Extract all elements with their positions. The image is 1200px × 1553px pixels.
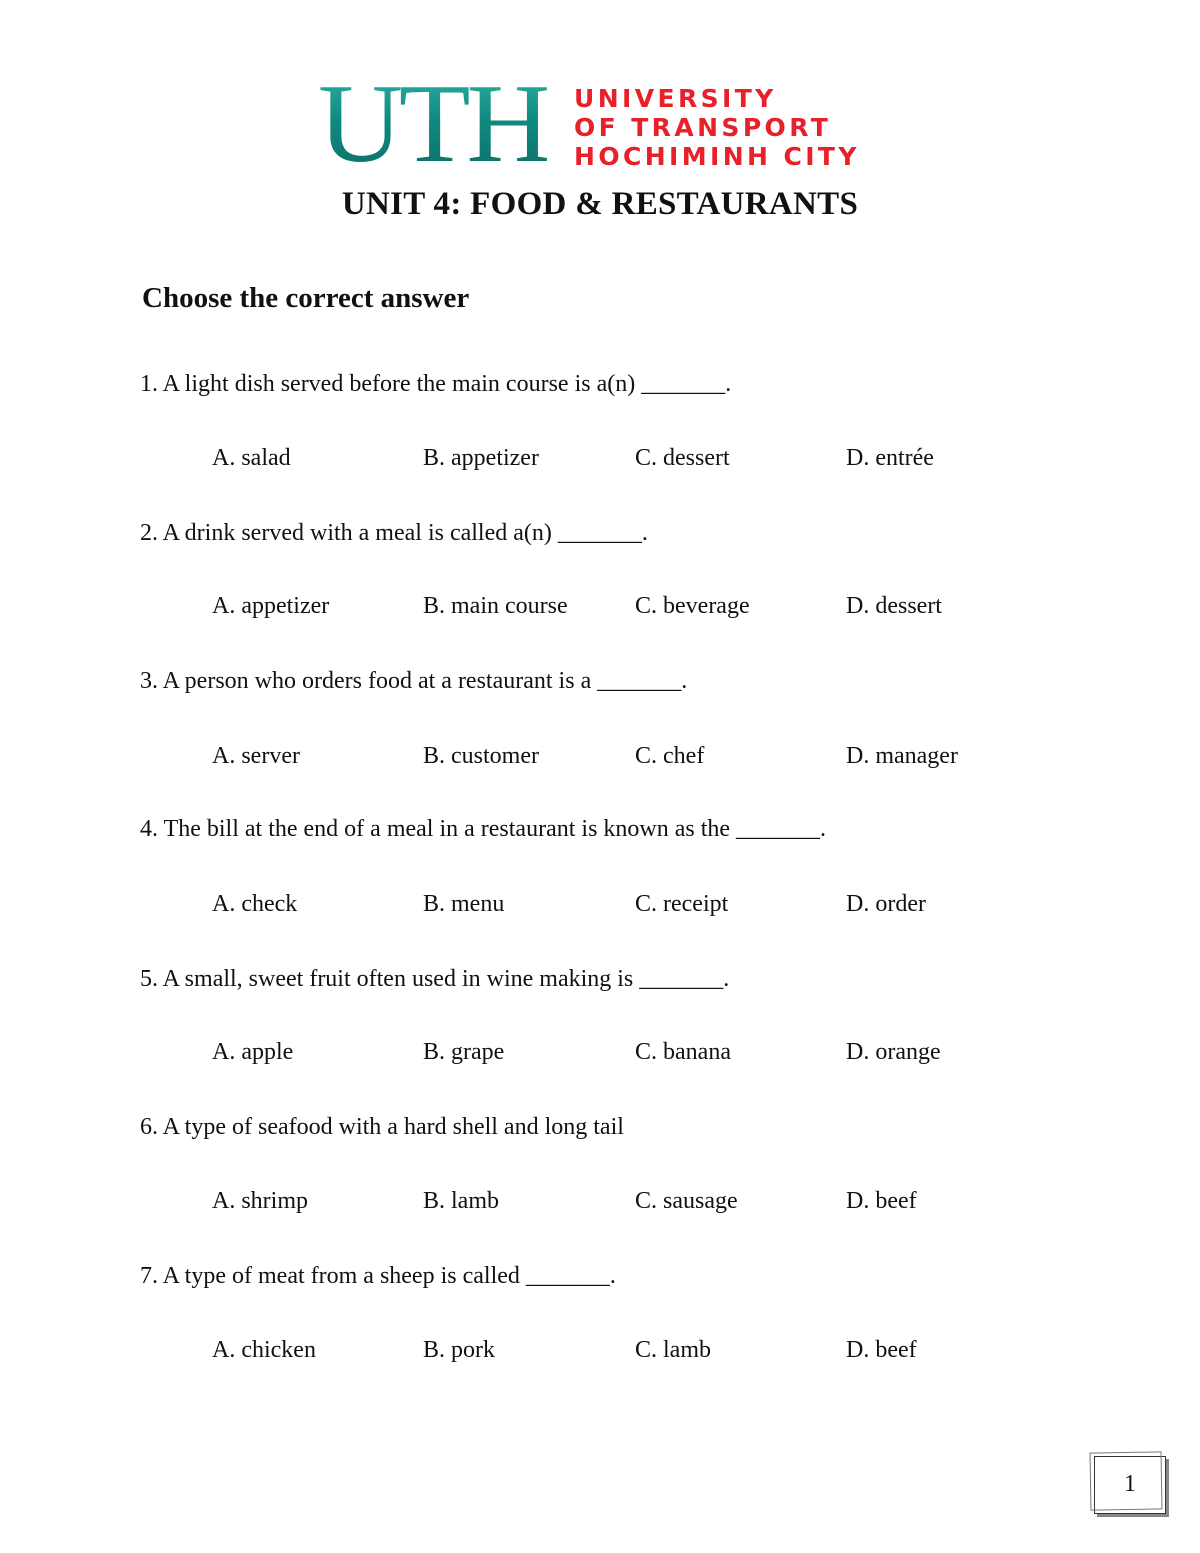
- question-3-option-d[interactable]: D. manager: [846, 743, 958, 769]
- question-6-option-b[interactable]: B. lamb: [423, 1188, 499, 1214]
- logo-mark: UTH: [318, 62, 548, 186]
- question-1-option-b[interactable]: B. appetizer: [423, 445, 539, 471]
- question-1-stem: 1. A light dish served before the main course is a(n) _______.: [140, 371, 732, 397]
- question-4-option-b[interactable]: B. menu: [423, 891, 505, 917]
- section-heading: Choose the correct answer: [142, 282, 470, 314]
- page-number: 1: [1124, 1471, 1136, 1497]
- question-7-stem: 7. A type of meat from a sheep is called _______.: [140, 1263, 616, 1289]
- logo-line-1: UNIVERSITY: [574, 84, 777, 113]
- logo-line-3: HOCHIMINH CITY: [574, 142, 860, 171]
- question-2-stem: 2. A drink served with a meal is called a(n) _______.: [140, 520, 648, 546]
- question-6-option-d[interactable]: D. beef: [846, 1188, 917, 1214]
- question-7-option-a[interactable]: A. chicken: [212, 1337, 316, 1363]
- question-7-option-c[interactable]: C. lamb: [635, 1337, 711, 1363]
- question-1-options: [0, 445, 1200, 475]
- question-5-option-c[interactable]: C. banana: [635, 1039, 731, 1065]
- question-6-stem: 6. A type of seafood with a hard shell and long tail: [140, 1114, 624, 1140]
- question-3-option-b[interactable]: B. customer: [423, 743, 539, 769]
- question-1-option-c[interactable]: C. dessert: [635, 445, 730, 471]
- question-7-option-d[interactable]: D. beef: [846, 1337, 917, 1363]
- unit-title: UNIT 4: FOOD & RESTAURANTS: [341, 186, 859, 222]
- question-6-option-c[interactable]: C. sausage: [635, 1188, 738, 1214]
- question-6-option-a[interactable]: A. shrimp: [212, 1188, 308, 1214]
- question-5-option-d[interactable]: D. orange: [846, 1039, 941, 1065]
- question-6-options: [0, 1188, 1200, 1218]
- question-3-option-a[interactable]: A. server: [212, 743, 300, 769]
- page-number-box: [1094, 1456, 1166, 1514]
- question-2-option-a[interactable]: A. appetizer: [212, 593, 330, 619]
- question-3-stem: 3. A person who orders food at a restaurant is a _______.: [140, 668, 688, 694]
- question-4-options: [0, 891, 1200, 921]
- question-5-stem: 5. A small, sweet fruit often used in wine making is _______.: [140, 966, 730, 992]
- question-4-option-c[interactable]: C. receipt: [635, 891, 729, 917]
- question-1-option-a[interactable]: A. salad: [212, 445, 291, 471]
- question-2-options: [0, 593, 1200, 623]
- question-7-options: [0, 1337, 1200, 1367]
- question-2-option-b[interactable]: B. main course: [423, 593, 568, 619]
- question-3-option-c[interactable]: C. chef: [635, 743, 705, 769]
- question-4-option-a[interactable]: A. check: [212, 891, 298, 917]
- question-1-option-d[interactable]: D. entrée: [846, 445, 934, 471]
- question-5-option-b[interactable]: B. grape: [423, 1039, 505, 1065]
- question-7-option-b[interactable]: B. pork: [423, 1337, 495, 1363]
- question-4-stem: 4. The bill at the end of a meal in a restaurant is known as the _______.: [140, 816, 827, 842]
- question-2-option-c[interactable]: C. beverage: [635, 593, 750, 619]
- question-5-options: [0, 1039, 1200, 1069]
- question-2-option-d[interactable]: D. dessert: [846, 593, 942, 619]
- question-4-option-d[interactable]: D. order: [846, 891, 926, 917]
- question-3-options: [0, 743, 1200, 773]
- question-5-option-a[interactable]: A. apple: [212, 1039, 294, 1065]
- logo-line-2: OF TRANSPORT: [574, 113, 832, 142]
